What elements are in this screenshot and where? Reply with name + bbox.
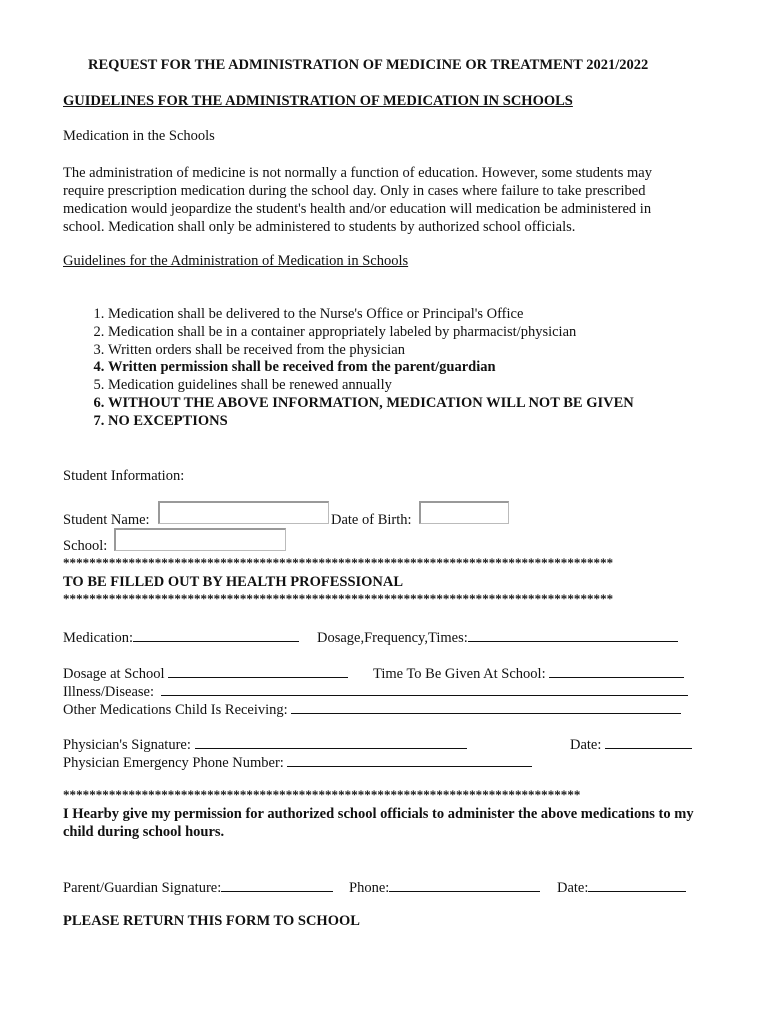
guideline-item: 7. NO EXCEPTIONS <box>108 413 634 431</box>
physician-sig-row <box>63 735 467 754</box>
dob-field[interactable] <box>419 501 509 524</box>
parent-phone-label: Phone: <box>349 880 390 896</box>
separator-stars: ************************************************************************************ <box>63 555 614 570</box>
health-heading: TO BE FILLED OUT BY HEALTH PROFESSIONAL <box>63 574 404 590</box>
medication-line[interactable] <box>133 628 299 642</box>
physician-sig-line[interactable] <box>195 735 467 749</box>
dosage-school-row <box>63 664 348 683</box>
guideline-item: 5. Medication guidelines shall be renewed annually <box>108 377 634 395</box>
student-name-field[interactable] <box>158 501 329 524</box>
emergency-phone-label: Physician Emergency Phone Number: <box>63 755 284 771</box>
time-label: Time To Be Given At School: <box>373 666 546 682</box>
guideline-item: 4. Written permission shall be received from the parent/guardian <box>108 359 634 377</box>
guidelines-list <box>63 306 634 431</box>
guidelines-subheading: Guidelines for the Administration of Medication in Schools <box>63 253 409 269</box>
dosage-school-line[interactable] <box>168 664 348 678</box>
parent-sig-label: Parent/Guardian Signature: <box>63 880 222 896</box>
parent-date-label: Date: <box>557 880 589 896</box>
physician-date-line[interactable] <box>605 735 692 749</box>
physician-sig-label: Physician's Signature: <box>63 737 191 753</box>
dosage-line[interactable] <box>468 628 678 642</box>
dob-label: Date of Birth: <box>331 512 412 528</box>
school-label: School: <box>63 538 108 554</box>
separator-stars: ************************************************************************************ <box>63 591 614 606</box>
parent-sig-row <box>63 878 333 897</box>
medication-row <box>63 628 299 647</box>
guideline-item: 6. WITHOUT THE ABOVE INFORMATION, MEDICATION WILL NOT BE GIVEN <box>108 395 634 413</box>
time-row <box>373 664 684 683</box>
parent-date-line[interactable] <box>588 878 686 892</box>
other-meds-row <box>63 700 681 719</box>
emergency-phone-row <box>63 753 532 772</box>
guideline-item: 1. Medication shall be delivered to the Nurse's Office or Principal's Office <box>108 306 634 324</box>
guideline-item: 2. Medication shall be in a container appropriately labeled by pharmacist/physician <box>108 324 634 342</box>
emergency-phone-line[interactable] <box>287 753 532 767</box>
illness-line[interactable] <box>161 682 688 696</box>
parent-phone-row <box>349 878 540 897</box>
other-meds-label: Other Medications Child Is Receiving: <box>63 702 288 718</box>
parent-date-row <box>557 878 686 897</box>
parent-sig-line[interactable] <box>221 878 333 892</box>
student-info-heading: Student Information: <box>63 468 185 484</box>
form-title: REQUEST FOR THE ADMINISTRATION OF MEDICINE OR TREATMENT 2021/2022 <box>88 57 649 73</box>
medication-label: Medication: <box>63 630 134 646</box>
physician-date-row <box>570 735 692 754</box>
other-meds-line[interactable] <box>291 700 681 714</box>
guidelines-heading: GUIDELINES FOR THE ADMINISTRATION OF MEDICATION IN SCHOOLS <box>63 93 573 109</box>
permission-text: I Hearby give my permission for authorized school officials to administer the above medications to my child during school hours. <box>63 806 694 840</box>
dosage-school-label: Dosage at School <box>63 666 165 682</box>
school-field[interactable] <box>114 528 286 551</box>
dosage-row <box>317 628 678 647</box>
return-instruction: PLEASE RETURN THIS FORM TO SCHOOL <box>63 913 360 929</box>
guideline-item: 3. Written orders shall be received from the physician <box>108 342 634 360</box>
parent-phone-line[interactable] <box>389 878 540 892</box>
illness-label: Illness/Disease: <box>63 684 155 700</box>
intro-paragraph: The administration of medicine is not normally a function of education. However, some students may require prescription medication during the school day. Only in cases where failure to take prescribed medication would jeopardize the student's health and/or education will medication be administered in school. Medication shall only be administered to students by authorized school officials. <box>63 165 652 235</box>
time-line[interactable] <box>549 664 684 678</box>
student-name-label: Student Name: <box>63 512 150 528</box>
illness-row <box>63 682 688 701</box>
dosage-label: Dosage,Frequency,Times: <box>317 630 468 646</box>
physician-date-label: Date: <box>570 737 602 753</box>
medication-subheading: Medication in the Schools <box>63 128 215 144</box>
separator-stars: ******************************************************************************* <box>63 787 581 802</box>
